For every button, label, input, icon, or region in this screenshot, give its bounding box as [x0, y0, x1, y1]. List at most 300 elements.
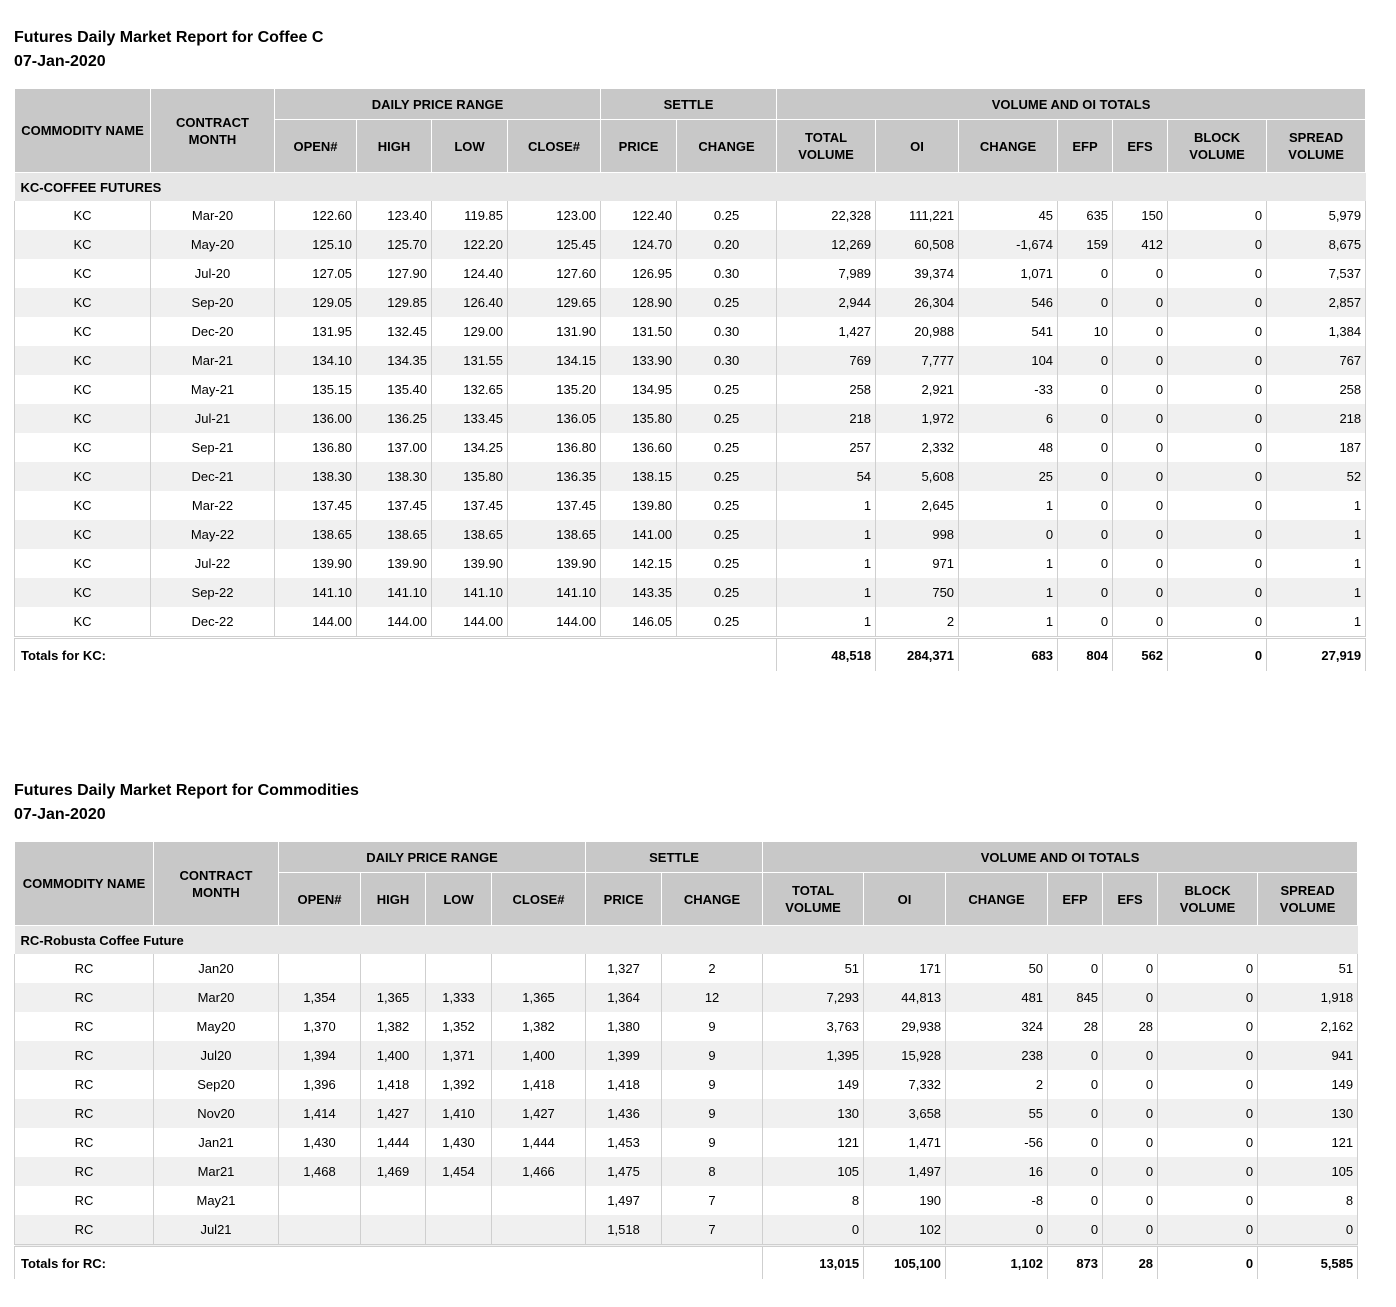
low-cell: 124.40: [432, 259, 508, 288]
header-low: LOW: [432, 120, 508, 173]
header-contract-month: CONTRACT MONTH: [154, 842, 279, 926]
block-volume-cell: 0: [1168, 288, 1267, 317]
total-volume-cell: 8: [763, 1186, 864, 1215]
commodity-cell: KC: [15, 259, 151, 288]
table-row: [15, 578, 1366, 607]
header-oi-change: CHANGE: [959, 120, 1058, 173]
oi-cell: 998: [876, 520, 959, 549]
total-volume-cell: 22,328: [777, 201, 876, 230]
low-cell: 138.65: [432, 520, 508, 549]
spread-volume-cell: 105: [1258, 1157, 1358, 1186]
contract-month-cell: May-20: [151, 230, 275, 259]
low-cell: 1,371: [426, 1041, 492, 1070]
open-cell: 1,396: [279, 1070, 361, 1099]
block-volume-cell: 0: [1168, 346, 1267, 375]
total-volume-cell: 51: [763, 954, 864, 983]
contract-month-cell: Jul-21: [151, 404, 275, 433]
high-cell: 136.25: [357, 404, 432, 433]
table-row: [15, 1041, 1358, 1070]
oi-cell: 15,928: [864, 1041, 946, 1070]
open-cell: [279, 1215, 361, 1246]
total-volume-cell: 769: [777, 346, 876, 375]
total-volume-cell: 130: [763, 1099, 864, 1128]
high-cell: 1,382: [361, 1012, 426, 1041]
total-oi-change-cell: 1,102: [946, 1246, 1048, 1280]
efs-cell: 0: [1113, 578, 1168, 607]
commodity-cell: RC: [15, 1128, 154, 1157]
oi-cell: 2,921: [876, 375, 959, 404]
header-open: OPEN#: [279, 873, 361, 926]
spread-volume-cell: 1: [1267, 578, 1366, 607]
total-efs-cell: 562: [1113, 638, 1168, 672]
efs-cell: 0: [1103, 983, 1158, 1012]
efs-cell: 0: [1103, 1099, 1158, 1128]
low-cell: [426, 954, 492, 983]
block-volume-cell: 0: [1158, 954, 1258, 983]
block-volume-cell: 0: [1158, 1157, 1258, 1186]
header-price: PRICE: [601, 120, 677, 173]
block-volume-cell: 0: [1168, 607, 1267, 638]
commodity-cell: RC: [15, 1012, 154, 1041]
commodity-cell: RC: [15, 1186, 154, 1215]
commodity-cell: RC: [15, 1157, 154, 1186]
settle-change-cell: 7: [662, 1186, 763, 1215]
header-volume-oi-totals: VOLUME AND OI TOTALS: [763, 842, 1358, 873]
commodity-cell: KC: [15, 607, 151, 638]
total-oi-change-cell: 683: [959, 638, 1058, 672]
spread-volume-cell: 1: [1267, 520, 1366, 549]
spread-volume-cell: 1,918: [1258, 983, 1358, 1012]
close-cell: 1,466: [492, 1157, 586, 1186]
oi-change-cell: -1,674: [959, 230, 1058, 259]
commodity-cell: KC: [15, 375, 151, 404]
header-high: HIGH: [357, 120, 432, 173]
block-volume-cell: 0: [1158, 983, 1258, 1012]
block-volume-cell: 0: [1168, 259, 1267, 288]
header-close: CLOSE#: [508, 120, 601, 173]
table-row: [15, 1099, 1358, 1128]
table-row: [15, 1157, 1358, 1186]
table-row: [15, 201, 1366, 230]
low-cell: 134.25: [432, 433, 508, 462]
oi-cell: 111,221: [876, 201, 959, 230]
settle-price-cell: 1,418: [586, 1070, 662, 1099]
contract-month-cell: May-22: [151, 520, 275, 549]
block-volume-cell: 0: [1168, 317, 1267, 346]
open-cell: 1,394: [279, 1041, 361, 1070]
efs-cell: 0: [1103, 1215, 1158, 1246]
oi-cell: 3,658: [864, 1099, 946, 1128]
totals-label: Totals for RC:: [15, 1246, 763, 1280]
contract-month-cell: Mar20: [154, 983, 279, 1012]
settle-change-cell: 0.30: [677, 259, 777, 288]
oi-cell: 20,988: [876, 317, 959, 346]
block-volume-cell: 0: [1158, 1012, 1258, 1041]
efp-cell: 0: [1058, 520, 1113, 549]
settle-price-cell: 1,475: [586, 1157, 662, 1186]
settle-price-cell: 135.80: [601, 404, 677, 433]
low-cell: 1,410: [426, 1099, 492, 1128]
oi-change-cell: 546: [959, 288, 1058, 317]
high-cell: [361, 1215, 426, 1246]
contract-month-cell: Sep20: [154, 1070, 279, 1099]
close-cell: 1,365: [492, 983, 586, 1012]
spread-volume-cell: 52: [1267, 462, 1366, 491]
header-oi: OI: [864, 873, 946, 926]
table-row: [15, 1070, 1358, 1099]
oi-change-cell: 45: [959, 201, 1058, 230]
efs-cell: 0: [1113, 520, 1168, 549]
block-volume-cell: 0: [1158, 1099, 1258, 1128]
contract-month-cell: Jul-22: [151, 549, 275, 578]
efs-cell: 0: [1103, 1157, 1158, 1186]
high-cell: 132.45: [357, 317, 432, 346]
efp-cell: 0: [1048, 1215, 1103, 1246]
total-oi-cell: 284,371: [876, 638, 959, 672]
settle-price-cell: 138.15: [601, 462, 677, 491]
contract-month-cell: Dec-21: [151, 462, 275, 491]
open-cell: 129.05: [275, 288, 357, 317]
commodity-cell: KC: [15, 520, 151, 549]
efp-cell: 0: [1058, 375, 1113, 404]
efp-cell: 0: [1048, 954, 1103, 983]
section-label: RC-Robusta Coffee Future: [15, 926, 1358, 955]
settle-price-cell: 124.70: [601, 230, 677, 259]
close-cell: [492, 1215, 586, 1246]
efs-cell: 0: [1113, 375, 1168, 404]
close-cell: 1,427: [492, 1099, 586, 1128]
open-cell: 1,414: [279, 1099, 361, 1128]
settle-price-cell: 1,436: [586, 1099, 662, 1128]
settle-change-cell: 12: [662, 983, 763, 1012]
settle-change-cell: 0.25: [677, 404, 777, 433]
spread-volume-cell: 149: [1258, 1070, 1358, 1099]
oi-change-cell: -8: [946, 1186, 1048, 1215]
efs-cell: 0: [1113, 462, 1168, 491]
total-volume-cell: 1,395: [763, 1041, 864, 1070]
commodity-cell: RC: [15, 954, 154, 983]
high-cell: 144.00: [357, 607, 432, 638]
close-cell: 136.35: [508, 462, 601, 491]
oi-cell: 2: [876, 607, 959, 638]
spread-volume-cell: 8: [1258, 1186, 1358, 1215]
header-spread-volume: SPREAD VOLUME: [1267, 120, 1366, 173]
efs-cell: 412: [1113, 230, 1168, 259]
oi-cell: 60,508: [876, 230, 959, 259]
oi-change-cell: 1: [959, 578, 1058, 607]
efp-cell: 635: [1058, 201, 1113, 230]
header-change: CHANGE: [677, 120, 777, 173]
oi-cell: 1,972: [876, 404, 959, 433]
close-cell: 1,382: [492, 1012, 586, 1041]
efp-cell: 0: [1058, 288, 1113, 317]
close-cell: 134.15: [508, 346, 601, 375]
low-cell: 129.00: [432, 317, 508, 346]
settle-change-cell: 0.25: [677, 375, 777, 404]
section-label: KC-COFFEE FUTURES: [15, 173, 1366, 202]
block-volume-cell: 0: [1168, 578, 1267, 607]
efp-cell: 0: [1058, 433, 1113, 462]
table-row: [15, 230, 1366, 259]
close-cell: 137.45: [508, 491, 601, 520]
total-volume-cell: 7,989: [777, 259, 876, 288]
commodity-cell: KC: [15, 404, 151, 433]
oi-cell: 102: [864, 1215, 946, 1246]
efp-cell: 0: [1048, 1157, 1103, 1186]
open-cell: 139.90: [275, 549, 357, 578]
settle-price-cell: 1,518: [586, 1215, 662, 1246]
open-cell: 135.15: [275, 375, 357, 404]
spread-volume-cell: 2,162: [1258, 1012, 1358, 1041]
close-cell: 144.00: [508, 607, 601, 638]
total-volume-cell: 1: [777, 549, 876, 578]
total-volume-cell: 1: [777, 520, 876, 549]
block-volume-cell: 0: [1168, 520, 1267, 549]
oi-change-cell: 1,071: [959, 259, 1058, 288]
oi-change-cell: 6: [959, 404, 1058, 433]
total-volume-cell: 149: [763, 1070, 864, 1099]
open-cell: 141.10: [275, 578, 357, 607]
high-cell: [361, 1186, 426, 1215]
settle-change-cell: 8: [662, 1157, 763, 1186]
high-cell: 1,418: [361, 1070, 426, 1099]
settle-change-cell: 9: [662, 1128, 763, 1157]
oi-cell: 5,608: [876, 462, 959, 491]
table-row: [15, 549, 1366, 578]
oi-cell: 7,332: [864, 1070, 946, 1099]
report-title: Futures Daily Market Report for Commodities: [14, 782, 359, 799]
table-row: [15, 1012, 1358, 1041]
header-commodity-name: COMMODITY NAME: [15, 842, 154, 926]
low-cell: 1,454: [426, 1157, 492, 1186]
commodity-cell: RC: [15, 1041, 154, 1070]
spread-volume-cell: 1: [1267, 491, 1366, 520]
header-high: HIGH: [361, 873, 426, 926]
low-cell: 131.55: [432, 346, 508, 375]
open-cell: 1,430: [279, 1128, 361, 1157]
open-cell: 138.30: [275, 462, 357, 491]
oi-change-cell: 324: [946, 1012, 1048, 1041]
contract-month-cell: May21: [154, 1186, 279, 1215]
market-table: [14, 841, 1358, 1279]
commodity-cell: KC: [15, 578, 151, 607]
open-cell: [279, 954, 361, 983]
table-row: [15, 954, 1358, 983]
spread-volume-cell: 5,979: [1267, 201, 1366, 230]
oi-change-cell: 55: [946, 1099, 1048, 1128]
low-cell: [426, 1186, 492, 1215]
header-daily-price-range: DAILY PRICE RANGE: [275, 89, 601, 120]
header-total-volume: TOTAL VOLUME: [777, 120, 876, 173]
total-volume-cell: 1: [777, 578, 876, 607]
total-volume-cell: 105: [763, 1157, 864, 1186]
open-cell: [279, 1186, 361, 1215]
efs-cell: 0: [1113, 549, 1168, 578]
oi-change-cell: 16: [946, 1157, 1048, 1186]
header-contract-month: CONTRACT MONTH: [151, 89, 275, 173]
settle-price-cell: 136.60: [601, 433, 677, 462]
commodity-cell: RC: [15, 1215, 154, 1246]
table-row: [15, 491, 1366, 520]
header-daily-price-range: DAILY PRICE RANGE: [279, 842, 586, 873]
total-volume-cell: 7,293: [763, 983, 864, 1012]
spread-volume-cell: 1,384: [1267, 317, 1366, 346]
open-cell: 122.60: [275, 201, 357, 230]
high-cell: 135.40: [357, 375, 432, 404]
oi-cell: 171: [864, 954, 946, 983]
commodity-cell: RC: [15, 1099, 154, 1128]
contract-month-cell: Jan20: [154, 954, 279, 983]
spread-volume-cell: 218: [1267, 404, 1366, 433]
oi-change-cell: 1: [959, 549, 1058, 578]
totals-row: [15, 1246, 1358, 1280]
efs-cell: 0: [1103, 1128, 1158, 1157]
table-row: [15, 259, 1366, 288]
open-cell: 136.80: [275, 433, 357, 462]
spread-volume-cell: 7,537: [1267, 259, 1366, 288]
settle-price-cell: 134.95: [601, 375, 677, 404]
total-oi-cell: 105,100: [864, 1246, 946, 1280]
efp-cell: 0: [1048, 1041, 1103, 1070]
settle-change-cell: 0.25: [677, 607, 777, 638]
efs-cell: 0: [1103, 1041, 1158, 1070]
block-volume-cell: 0: [1158, 1070, 1258, 1099]
close-cell: 139.90: [508, 549, 601, 578]
settle-price-cell: 142.15: [601, 549, 677, 578]
spread-volume-cell: 187: [1267, 433, 1366, 462]
table-row: [15, 288, 1366, 317]
efp-cell: 0: [1058, 346, 1113, 375]
table-row: [15, 1186, 1358, 1215]
high-cell: 141.10: [357, 578, 432, 607]
low-cell: [426, 1215, 492, 1246]
block-volume-cell: 0: [1158, 1186, 1258, 1215]
open-cell: 127.05: [275, 259, 357, 288]
header-commodity-name: COMMODITY NAME: [15, 89, 151, 173]
settle-change-cell: 0.30: [677, 346, 777, 375]
total-efs-cell: 28: [1103, 1246, 1158, 1280]
block-volume-cell: 0: [1168, 404, 1267, 433]
commodity-cell: KC: [15, 491, 151, 520]
block-volume-cell: 0: [1168, 462, 1267, 491]
settle-price-cell: 1,327: [586, 954, 662, 983]
total-block-volume-cell: 0: [1158, 1246, 1258, 1280]
settle-price-cell: 146.05: [601, 607, 677, 638]
settle-price-cell: 1,453: [586, 1128, 662, 1157]
totals-label: Totals for KC:: [15, 638, 777, 672]
contract-month-cell: May-21: [151, 375, 275, 404]
table-row: [15, 433, 1366, 462]
header-oi-change: CHANGE: [946, 873, 1048, 926]
close-cell: 135.20: [508, 375, 601, 404]
contract-month-cell: Jan21: [154, 1128, 279, 1157]
block-volume-cell: 0: [1168, 433, 1267, 462]
report-date: 07-Jan-2020: [14, 53, 106, 70]
efp-cell: 0: [1058, 607, 1113, 638]
settle-price-cell: 141.00: [601, 520, 677, 549]
low-cell: 132.65: [432, 375, 508, 404]
efs-cell: 0: [1113, 288, 1168, 317]
total-volume-cell: 1: [777, 607, 876, 638]
header-total-volume: TOTAL VOLUME: [763, 873, 864, 926]
contract-month-cell: Mar21: [154, 1157, 279, 1186]
settle-change-cell: 0.25: [677, 491, 777, 520]
header-efp: EFP: [1058, 120, 1113, 173]
oi-change-cell: 50: [946, 954, 1048, 983]
low-cell: 141.10: [432, 578, 508, 607]
oi-change-cell: 0: [946, 1215, 1048, 1246]
close-cell: 141.10: [508, 578, 601, 607]
high-cell: 134.35: [357, 346, 432, 375]
settle-change-cell: 0.25: [677, 549, 777, 578]
header-block-volume: BLOCK VOLUME: [1168, 120, 1267, 173]
oi-change-cell: 481: [946, 983, 1048, 1012]
commodity-cell: KC: [15, 549, 151, 578]
total-spread-volume-cell: 27,919: [1267, 638, 1366, 672]
total-efp-cell: 873: [1048, 1246, 1103, 1280]
efs-cell: 0: [1113, 404, 1168, 433]
low-cell: 1,352: [426, 1012, 492, 1041]
settle-price-cell: 1,364: [586, 983, 662, 1012]
efs-cell: 0: [1113, 259, 1168, 288]
oi-change-cell: 25: [959, 462, 1058, 491]
high-cell: 137.45: [357, 491, 432, 520]
total-volume-cell: 258: [777, 375, 876, 404]
low-cell: 133.45: [432, 404, 508, 433]
block-volume-cell: 0: [1168, 375, 1267, 404]
efp-cell: 10: [1058, 317, 1113, 346]
total-volume-cell: 1,427: [777, 317, 876, 346]
total-spread-volume-cell: 5,585: [1258, 1246, 1358, 1280]
high-cell: 1,365: [361, 983, 426, 1012]
commodity-cell: KC: [15, 317, 151, 346]
oi-change-cell: 1: [959, 607, 1058, 638]
table-row: [15, 1215, 1358, 1246]
spread-volume-cell: 1: [1267, 549, 1366, 578]
open-cell: 137.45: [275, 491, 357, 520]
settle-change-cell: 2: [662, 954, 763, 983]
open-cell: 1,370: [279, 1012, 361, 1041]
header-oi: OI: [876, 120, 959, 173]
efp-cell: 0: [1048, 1186, 1103, 1215]
low-cell: 1,392: [426, 1070, 492, 1099]
open-cell: 134.10: [275, 346, 357, 375]
close-cell: 136.80: [508, 433, 601, 462]
settle-price-cell: 133.90: [601, 346, 677, 375]
block-volume-cell: 0: [1168, 201, 1267, 230]
header-spread-volume: SPREAD VOLUME: [1258, 873, 1358, 926]
commodity-cell: KC: [15, 462, 151, 491]
high-cell: 138.65: [357, 520, 432, 549]
contract-month-cell: Sep-22: [151, 578, 275, 607]
low-cell: 139.90: [432, 549, 508, 578]
efs-cell: 28: [1103, 1012, 1158, 1041]
contract-month-cell: Mar-22: [151, 491, 275, 520]
open-cell: 136.00: [275, 404, 357, 433]
oi-change-cell: 0: [959, 520, 1058, 549]
commodity-cell: KC: [15, 288, 151, 317]
oi-cell: 7,777: [876, 346, 959, 375]
low-cell: 122.20: [432, 230, 508, 259]
spread-volume-cell: 1: [1267, 607, 1366, 638]
market-table: [14, 88, 1366, 671]
settle-change-cell: 0.30: [677, 317, 777, 346]
block-volume-cell: 0: [1168, 230, 1267, 259]
table-row: [15, 317, 1366, 346]
oi-change-cell: -56: [946, 1128, 1048, 1157]
commodity-cell: KC: [15, 230, 151, 259]
high-cell: 123.40: [357, 201, 432, 230]
